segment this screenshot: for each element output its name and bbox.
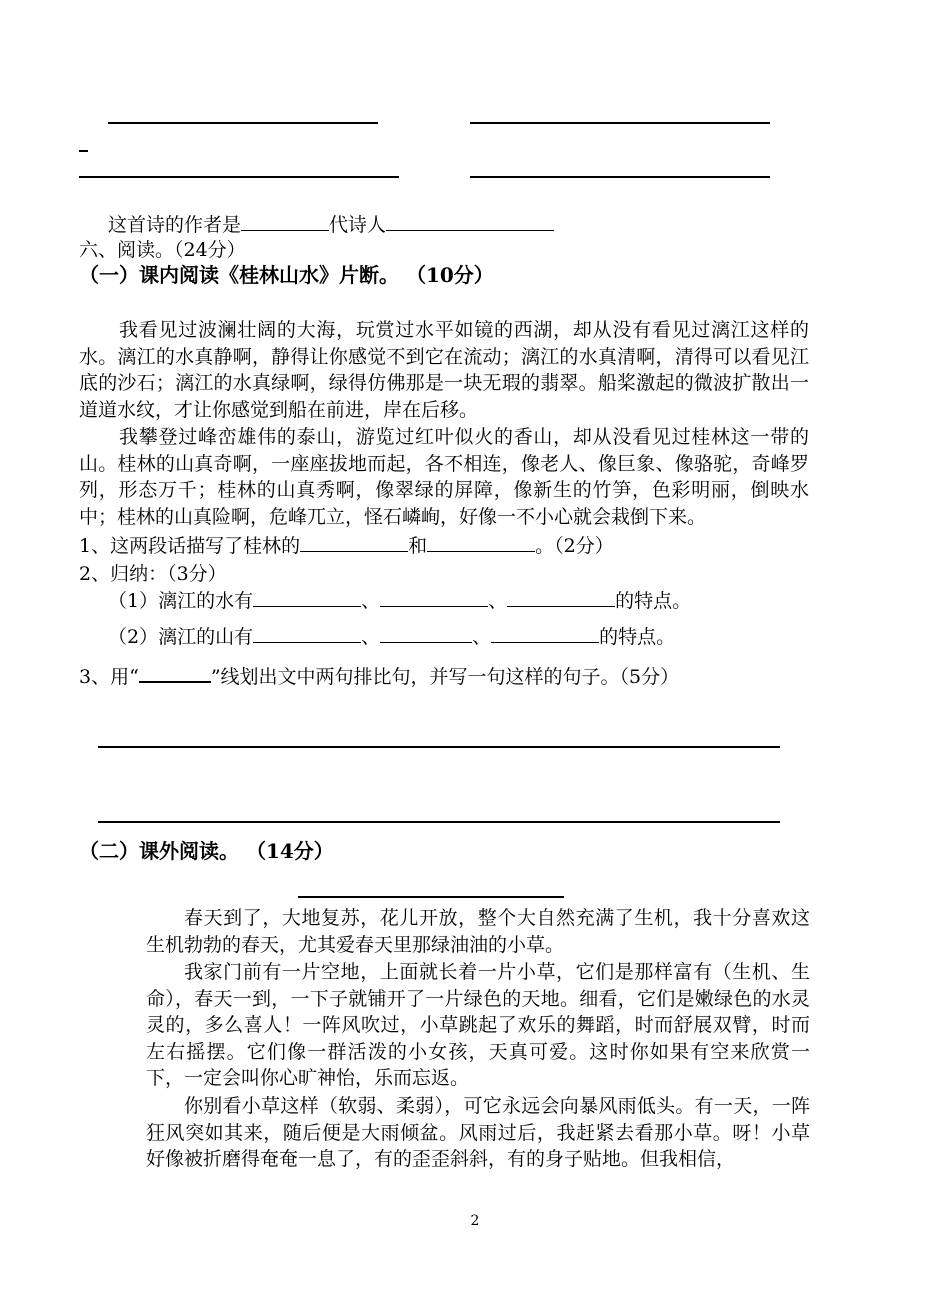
- q2-2-blank-1[interactable]: [253, 624, 361, 643]
- q1-text-b: 和: [408, 535, 428, 557]
- author-label: 这首诗的作者是: [108, 214, 242, 236]
- q2-1-blank-3[interactable]: [507, 588, 615, 607]
- page-number: 2: [470, 1213, 480, 1229]
- q2-2-sep-2: 、: [472, 626, 492, 648]
- q3-text-a: 3、用“: [79, 666, 139, 688]
- answer-line-4[interactable]: [470, 176, 770, 178]
- passage-3: 春天到了，大地复苏，花儿开放，整个大自然充满了生机，我十分喜欢这生机勃勃的春天，尤其爱春天里那绿油油的小草。: [146, 907, 810, 956]
- passage-1: 我看见过波澜壮阔的大海，玩赏过水平如镜的西湖，却从没有看见过漓江这样的水。漓江的水真静啊，静得让你感觉不到它在流动；漓江的水真清啊，清得可以看见江底的沙石；漓江的水真绿啊，绿得仿佛那是一块无瑕的翡翠。船桨激起的微波扩散出一道道水纹，才让你感觉到船在前进，岸在后移。: [79, 319, 809, 421]
- question-2-1: [108, 588, 691, 614]
- q2-2-end: 的特点。: [599, 626, 676, 648]
- q2-1-sep-2: 、: [488, 590, 508, 612]
- question-3: [79, 663, 679, 690]
- passage-2: 我攀登过峰峦雄伟的泰山，游览过红叶似火的香山，却从没看见过桂林这一带的山。桂林的山真奇啊，一座座拔地而起，各不相连，像老人、像巨象、像骆驼，奇峰罗列，形态万千；桂林的山真秀啊，像翠绿的屏障，像新生的竹笋，色彩明丽，倒映水中；桂林的山真险啊，危峰兀立，怪石嶙峋，好像一不小心就会栽倒下来。: [79, 426, 809, 528]
- passage-4: 我家门前有一片空地，上面就长着一片小草，它们是那样富有（生机、生命），春天一到，一下子就铺开了一片绿色的天地。细看，它们是嫩绿色的水灵灵的，多么喜人！一阵风吹过，小草跳起了欢乐的舞蹈，时而舒展双臂，时而左右摇摆。它们像一群活泼的小女孩，天真可爱。这时你如果有空来欣赏一下，一定会叫你心旷神怡，乐而忘返。: [146, 961, 810, 1089]
- author-blank[interactable]: [241, 212, 329, 231]
- q3-answer-line-1[interactable]: [98, 746, 780, 748]
- q2-1-end: 的特点。: [615, 590, 692, 612]
- poet-label: 代诗人: [329, 214, 387, 236]
- question-2-2: [108, 624, 675, 650]
- poet-blank[interactable]: [386, 212, 554, 231]
- q2-2-blank-2[interactable]: [380, 624, 472, 643]
- title-blank-line[interactable]: [298, 896, 564, 898]
- q3-underline-sample: [139, 663, 211, 683]
- q3-text-b: ”线划出文中两句排比句，并写一句这样的句子。（5分）: [210, 666, 680, 688]
- q2-1-blank-1[interactable]: [253, 588, 361, 607]
- section6-title: 六、阅读。（24分）: [79, 239, 246, 261]
- passage-5: 你别看小草这样（软弱、柔弱），可它永远会向暴风雨低头。有一天，一阵狂风突如其来，随后便是大雨倾盆。风雨过后，我赶紧去看那小草。呀！小草好像被折磨得奄奄一息了，有的歪歪斜斜，有的身子贴地。但我相信，: [146, 1095, 810, 1170]
- q1-text-c: 。（2分）: [535, 535, 614, 557]
- question-1: [79, 533, 614, 559]
- q2-2-label: （2）漓江的山有: [108, 626, 254, 648]
- part2-title: （二）课外阅读。 （14分）: [79, 839, 334, 863]
- q2-1-label: （1）漓江的水有: [108, 590, 254, 612]
- q2-2-blank-3[interactable]: [491, 624, 599, 643]
- q2-1-sep-1: 、: [361, 590, 381, 612]
- q1-text-a: 1、这两段话描写了桂林的: [79, 535, 301, 557]
- poem-author-question: [108, 212, 554, 238]
- part1-title: （一）课内阅读《桂林山水》片断。 （10分）: [79, 263, 494, 287]
- answer-line-1[interactable]: [108, 122, 378, 124]
- question-2: 2、归纳：（3分）: [79, 563, 227, 585]
- q2-2-sep-1: 、: [361, 626, 381, 648]
- q1-blank-1[interactable]: [300, 533, 408, 552]
- q1-blank-2[interactable]: [427, 533, 535, 552]
- answer-line-2[interactable]: [470, 122, 770, 124]
- q2-1-blank-2[interactable]: [380, 588, 488, 607]
- dash-mark: [79, 150, 88, 152]
- q3-answer-line-2[interactable]: [98, 821, 780, 823]
- answer-line-3[interactable]: [79, 176, 399, 178]
